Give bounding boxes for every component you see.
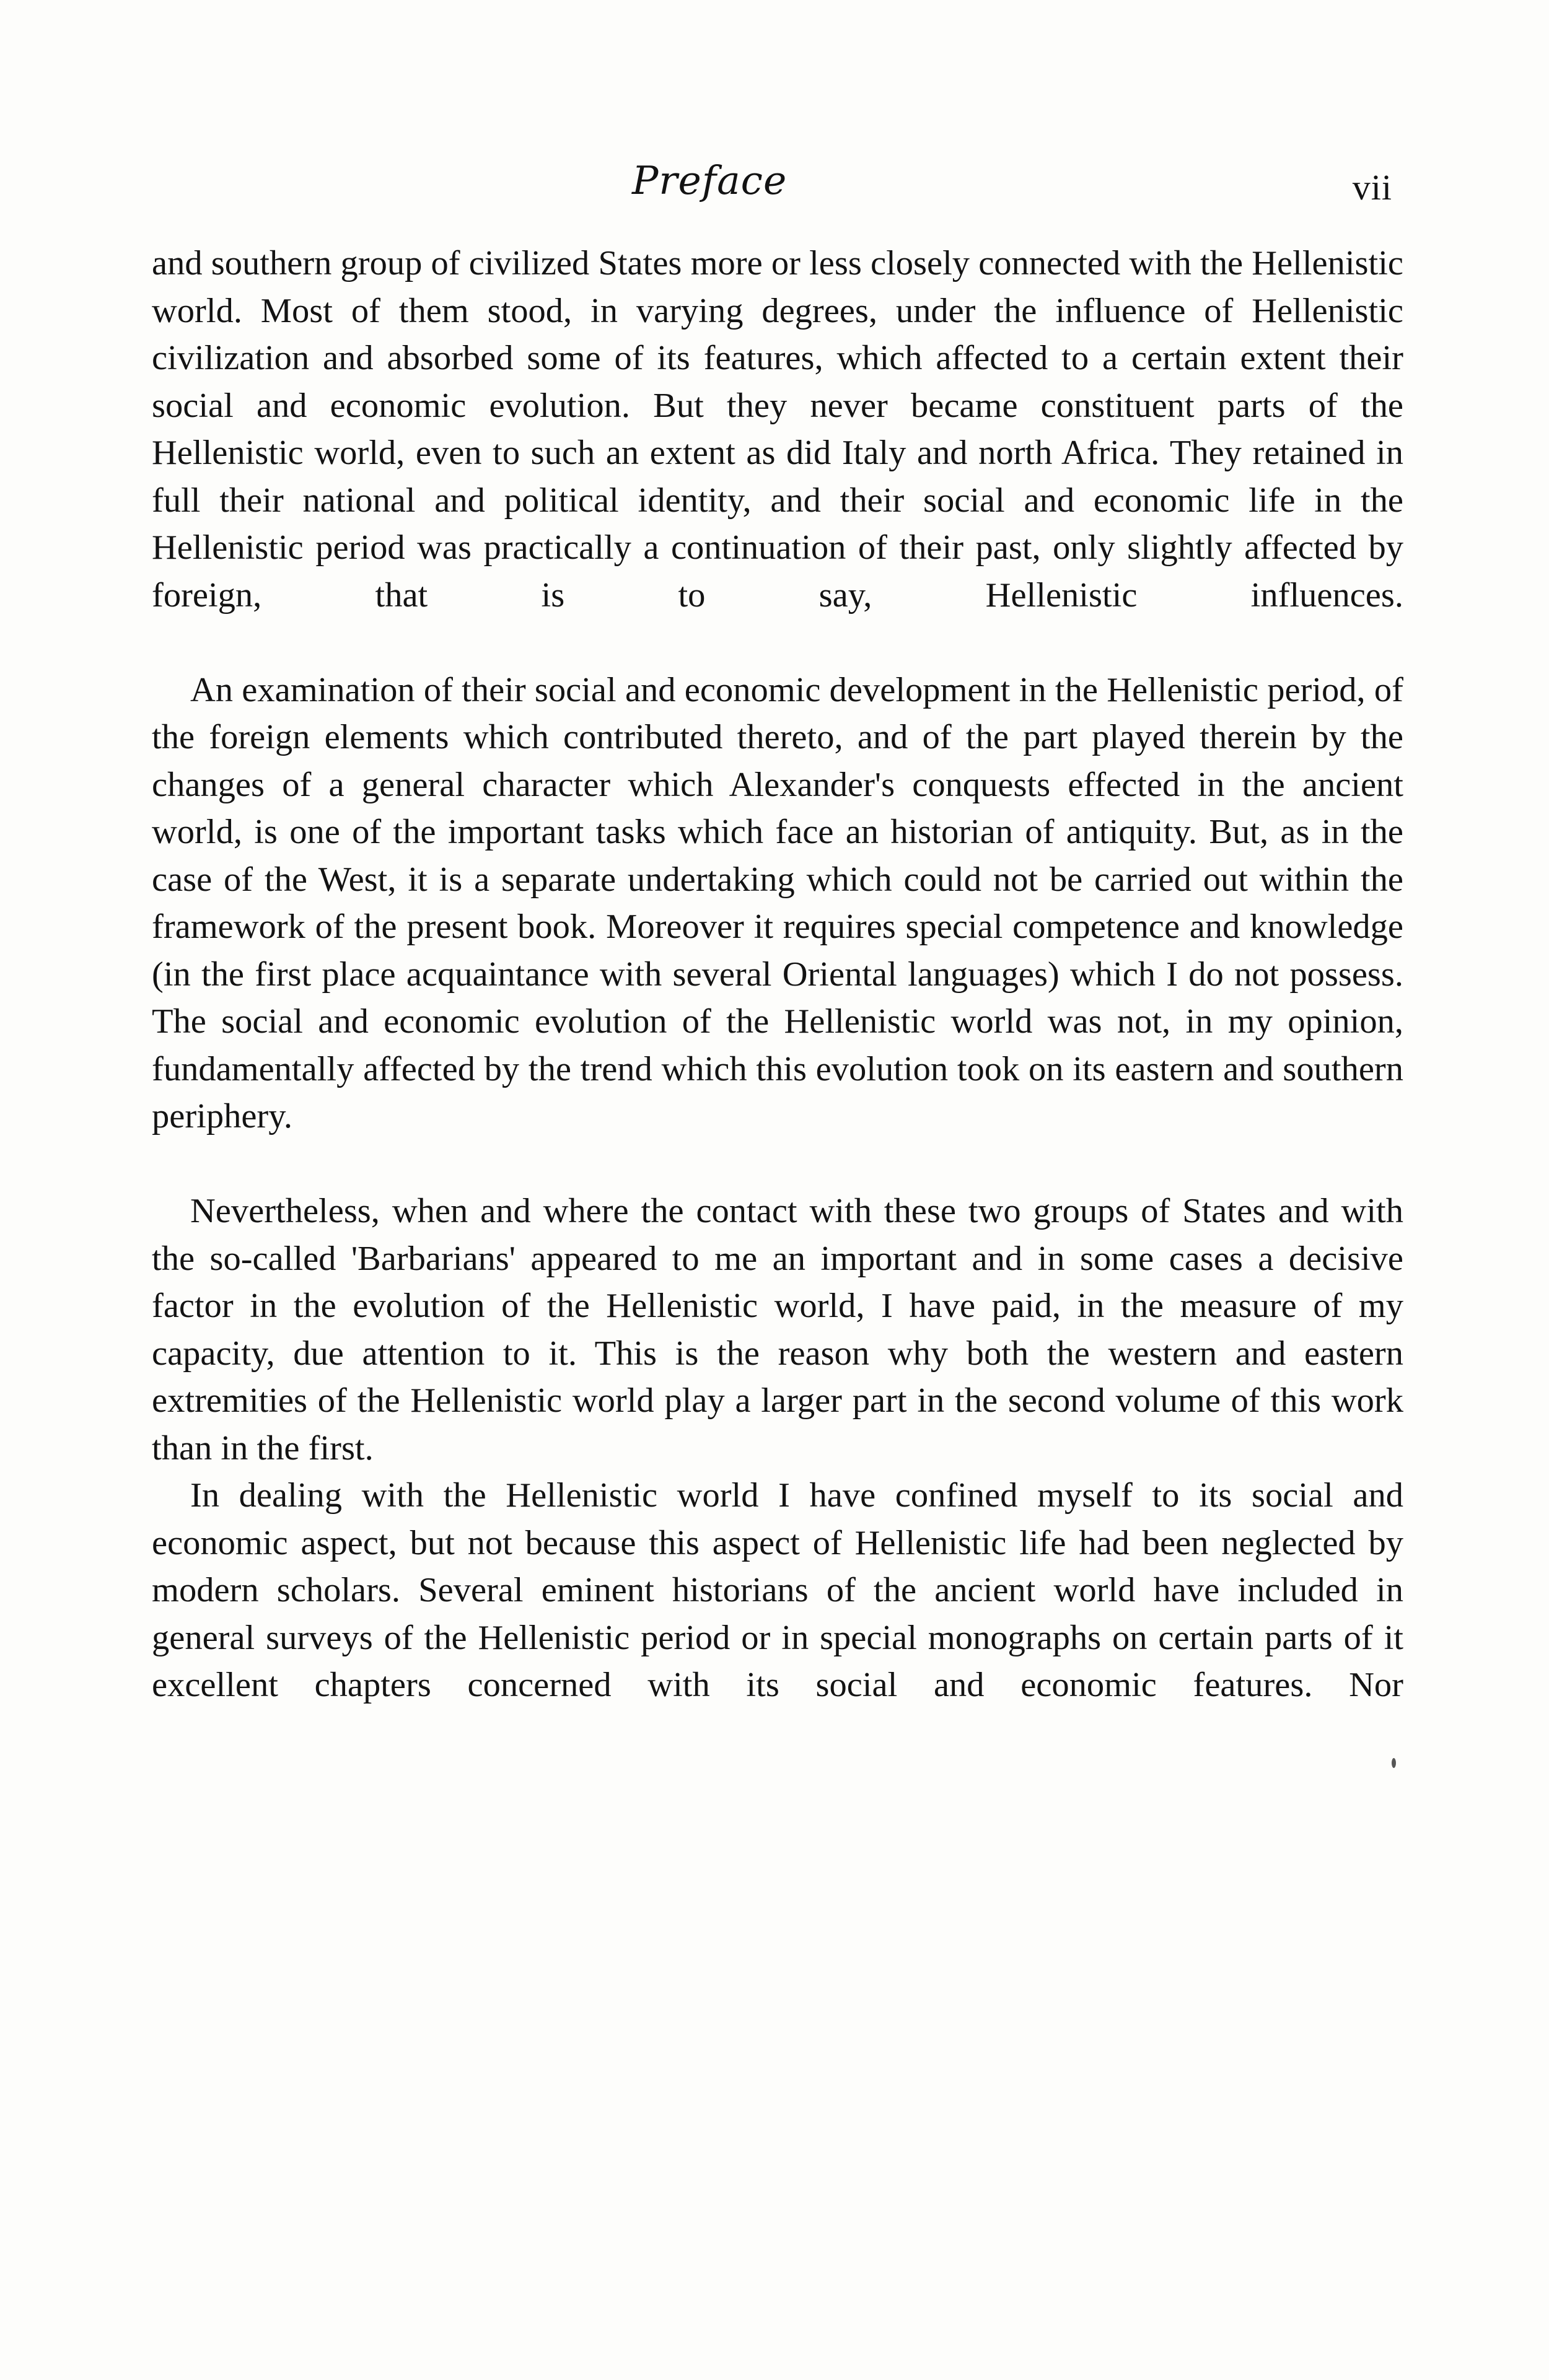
paragraph: An examination of their social and economic development in the Hellenistic period, of the foreign elements which contributed thereto, and of the part played therein by the changes of a general character which Alexander's conquests effected in the ancient world, is one of the important tasks which face an historian of antiquity. But, as in the case of the West, it is a separate undertaking which could not be carried out within the framework of the present book. Moreover it requires special competence and knowledge (in the first place acquaintance with several Oriental languages) which I do not possess. The social and economic evolution of the Hellenistic world was not, in my opinion, fundamentally affected by the trend which this evolution took on its eastern and southern periphery. — [152, 670, 1403, 1135]
running-head — [152, 158, 1403, 226]
paragraph: In dealing with the Hellenistic world I have confined myself to its social and economic aspect, but not because this aspect of Hellenistic life had been neglected by modern scholars. Several eminent historians of the ancient world have included in general surveys of the Hellenistic period or in special monographs on certain parts of it excellent chapters concerned with its social and economic features. Nor — [152, 1476, 1403, 1704]
paragraph: Nevertheless, when and where the contact with these two groups of States and with the so-called 'Barbarians' appeared to me an important and in some cases a decisive factor in the evolution of the Hellenistic world, I have paid, in the measure of my capacity, due attention to it. This is the reason why both the western and eastern extremities of the Hellenistic world play a larger part in the second volume of this work than in the first. — [152, 1192, 1403, 1468]
paragraph: and southern group of civilized States more or less closely connected with the Hellenistic world. Most of them stood, in varying degrees, under the influence of Hellenistic civilization and absorbed some of its features, which affected to a certain extent their social and economic evolution. But they never became constituent parts of the Hellenistic world, even to such an extent as did Italy and north Africa. They retained in full their national and political identity, and their social and economic life in the Hellenistic period was practically a continuation of their past, only slightly affected by foreign, that is to say, Hellenistic influences. — [152, 244, 1403, 615]
page-title: Preface — [632, 158, 788, 203]
page-speck — [1392, 1758, 1396, 1768]
page-content — [152, 158, 1403, 1756]
body-text — [152, 240, 1403, 1756]
page-number: vii — [1352, 167, 1392, 208]
